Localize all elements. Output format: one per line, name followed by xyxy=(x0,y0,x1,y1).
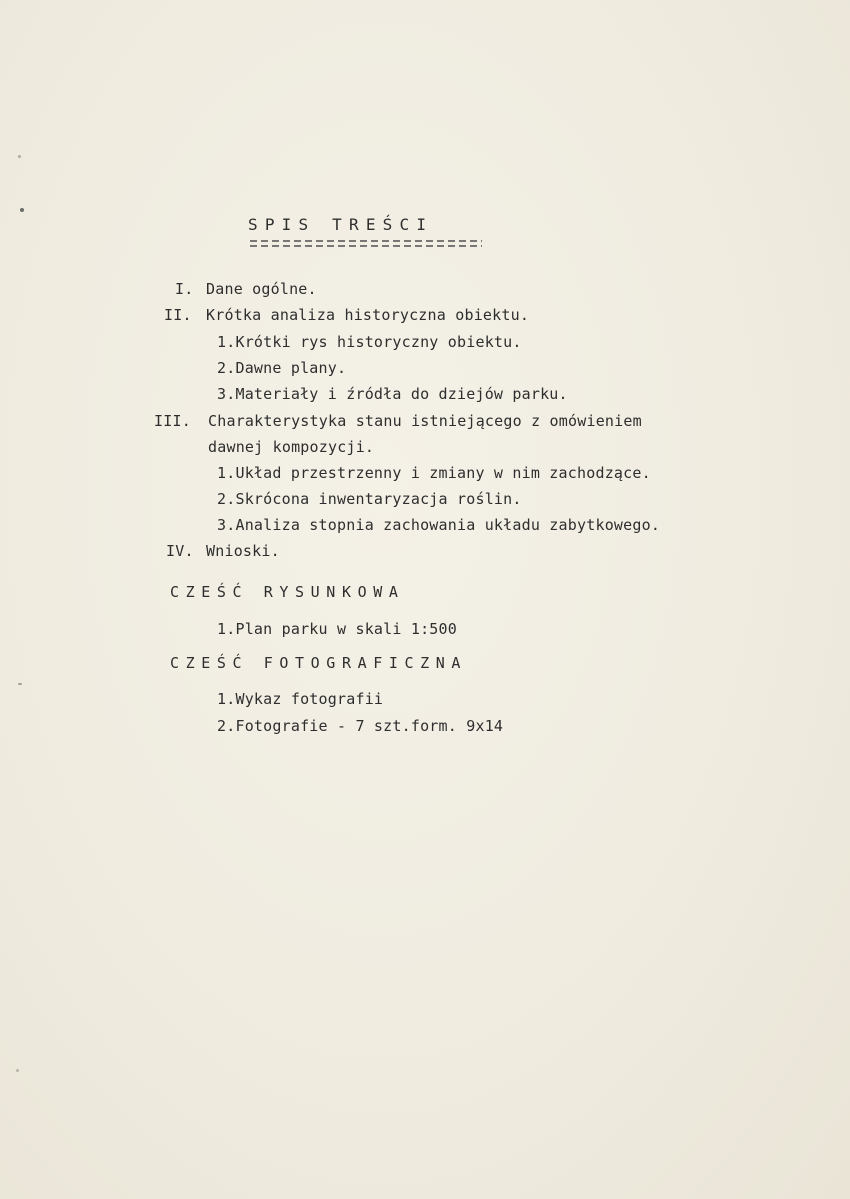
section-item: 1.Wykaz fotografii xyxy=(217,690,384,708)
section-item: 2.Fotografie - 7 szt.form. 9x14 xyxy=(217,717,504,735)
section-item: 1.Plan parku w skali 1:500 xyxy=(217,620,457,638)
toc-entry-continuation: dawnej kompozycji. xyxy=(208,438,375,456)
toc-subentry: 2.Dawne plany. xyxy=(217,359,347,377)
title-underline xyxy=(250,240,482,247)
toc-number: I. xyxy=(175,280,194,298)
page-title: SPIS TREŚCI xyxy=(248,215,434,234)
toc-entry: Wnioski. xyxy=(206,542,280,560)
toc-subentry: 3.Analiza stopnia zachowania układu zabytkowego. xyxy=(217,516,661,534)
toc-entry: Krótka analiza historyczna obiektu. xyxy=(206,306,530,324)
toc-subentry: 2.Skrócona inwentaryzacja roślin. xyxy=(217,490,522,508)
paper-speck xyxy=(18,155,21,158)
paper-speck xyxy=(20,208,24,212)
paper-speck xyxy=(16,1069,19,1072)
toc-number: II. xyxy=(164,306,192,324)
paper-speck xyxy=(18,683,22,685)
toc-entry: Dane ogólne. xyxy=(206,280,317,298)
section-heading-photos: CZEŚĆ FOTOGRAFICZNA xyxy=(170,654,467,672)
toc-number: IV. xyxy=(166,542,194,560)
toc-subentry: 1.Krótki rys historyczny obiektu. xyxy=(217,333,522,351)
toc-subentry: 1.Układ przestrzenny i zmiany w nim zachodzące. xyxy=(217,464,651,482)
toc-entry: Charakterystyka stanu istniejącego z omówieniem xyxy=(208,412,642,430)
section-heading-drawings: CZEŚĆ RYSUNKOWA xyxy=(170,583,405,601)
toc-subentry: 3.Materiały i źródła do dziejów parku. xyxy=(217,385,568,403)
toc-number: III. xyxy=(154,412,191,430)
